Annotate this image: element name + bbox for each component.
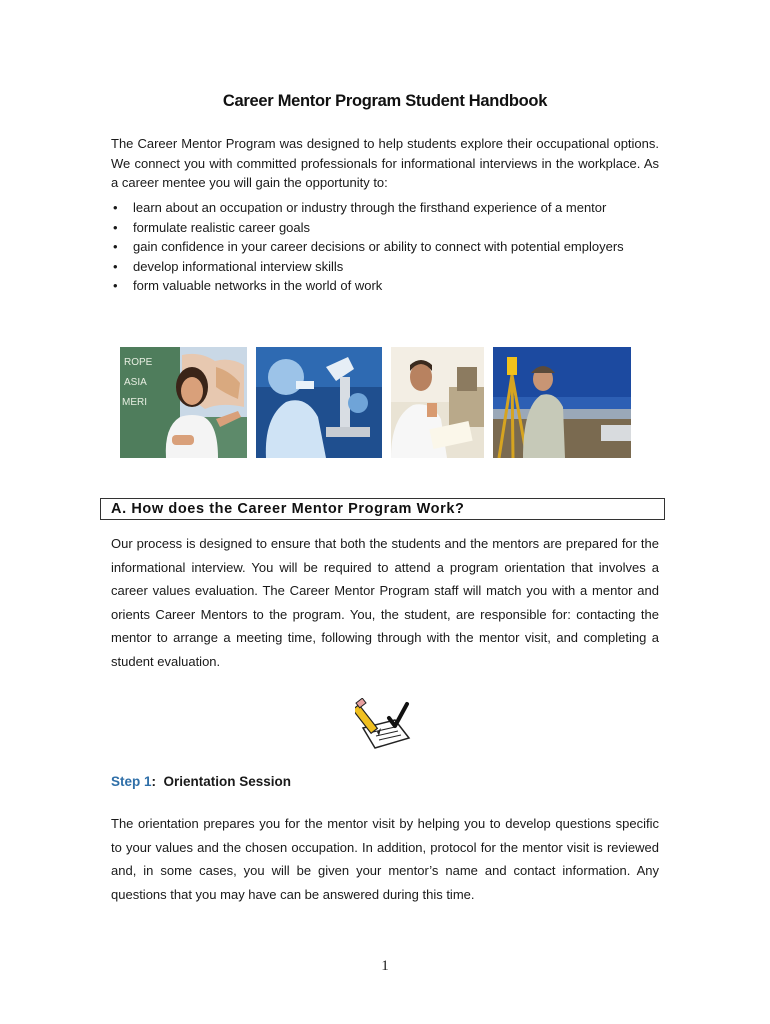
intro-paragraph: The Career Mentor Program was designed to help students explore their occupational options. We connect you with committed professionals for informational interviews in the workplace. As a career mentee you will gain the opportunity to: (111, 136, 659, 190)
bullet-glyph: • (113, 219, 118, 235)
list-item (111, 276, 659, 296)
benefits-list (111, 198, 659, 296)
checklist-pencil-icon (355, 698, 411, 750)
engineer-photo (391, 347, 484, 458)
bullet-glyph: • (113, 258, 118, 274)
page-number: 1 (381, 958, 389, 974)
list-item (111, 257, 659, 277)
map-text: ROPE (124, 357, 153, 368)
map-text: ASIA (124, 377, 147, 388)
section-a-heading-box (100, 498, 665, 520)
lab-photo (256, 347, 382, 458)
step-1-body: The orientation prepares you for the mentor visit by helping you to develop questions specific to your values and the chosen occupation. In addition, protocol for the mentor visit is reviewed and, in some cases, you will be given your mentor’s name and contact information. Any questions that you may have can be answered during this time. (111, 816, 659, 902)
page-title: Career Mentor Program Student Handbook (222, 92, 548, 110)
list-item-text: formulate realistic career goals (133, 219, 311, 235)
section-a-body: Our process is designed to ensure that both the students and the mentors are prepared for the informational interview. You will be required to attend a program orientation that involves a career values evaluation. The Career Mentor Program staff will match you with a mentor and orients Career Mentors to the program. You, the student, are responsible for: contacting the mentor to arrange a meeting time, following through with the mentor visit, and completing a student evaluation. (111, 536, 659, 669)
list-item-text: gain confidence in your career decisions or ability to connect with potential employers (133, 239, 624, 254)
list-item (111, 237, 659, 257)
list-item-text: form valuable networks in the world of work (133, 278, 383, 293)
step-1-label: Step 1 (111, 774, 152, 789)
list-item-text: learn about an occupation or industry through the firsthand experience of a mentor (133, 200, 607, 215)
step-1-title: Orientation Session (163, 774, 292, 789)
map-text: MERI (122, 397, 147, 408)
list-item-text: develop informational interview skills (133, 258, 344, 274)
bullet-glyph: • (113, 278, 118, 293)
bullet-glyph: • (113, 200, 118, 215)
step-1-separator: : (151, 774, 164, 789)
bullet-glyph: • (113, 239, 118, 254)
list-item (111, 198, 659, 218)
section-a-heading: A. How does the Career Mentor Program Work? (111, 501, 465, 517)
list-item (111, 218, 659, 238)
surveyor-photo (493, 347, 631, 458)
step-1-heading (111, 774, 291, 789)
teacher-photo (120, 347, 247, 458)
